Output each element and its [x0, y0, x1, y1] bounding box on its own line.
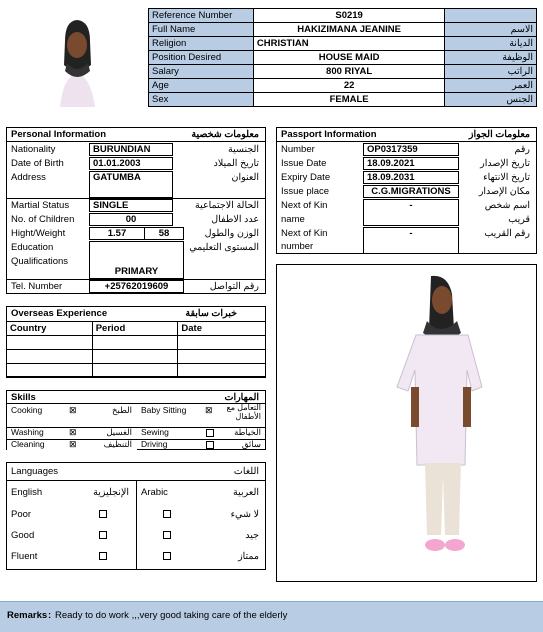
overseas-title-ar: خبرات سابقة	[185, 308, 237, 319]
dob-label: Date of Birth	[11, 158, 64, 169]
remarks-label: Remarks	[7, 610, 48, 621]
level-poor-label: Poor	[11, 509, 32, 520]
religion: CHRISTIAN	[253, 37, 444, 51]
remarks-bar: Remarks : Ready to do work ,,,very good taking care of the elderly	[0, 601, 543, 632]
marital-value: SINGLE	[89, 199, 173, 212]
level-good-label-ar: جيد	[245, 530, 259, 541]
kin-number-label: Next of Kin	[281, 228, 328, 239]
candidate-summary-table	[148, 8, 537, 107]
country-header: Country	[7, 322, 93, 336]
english-good-checkbox[interactable]	[99, 531, 107, 539]
overseas-table	[6, 321, 266, 378]
passport-number-label-ar: رقم	[514, 144, 530, 155]
arabic-good-checkbox[interactable]	[163, 531, 171, 539]
children-value: 00	[89, 213, 173, 226]
qualifications-label: Qualifications	[11, 256, 69, 267]
summary-row-reference	[149, 9, 537, 23]
summary-row-position	[149, 51, 537, 65]
marital-label: Martial Status	[11, 200, 70, 211]
arabic-fluent-checkbox[interactable]	[163, 552, 171, 560]
nationality-label: Nationality	[11, 144, 56, 155]
kin-name-label-ar: اسم شخص	[484, 200, 530, 211]
kin-number-label-ar: رقم القريب	[484, 228, 530, 239]
tel-label: Tel. Number	[11, 281, 63, 292]
issue-place-value: C.G.MIGRATIONS	[363, 185, 459, 198]
education-label-ar: المستوى التعليمي	[189, 242, 259, 253]
kin-name-value: -	[363, 199, 459, 226]
languages-title-ar: اللغات	[233, 466, 259, 477]
summary-label-ar	[445, 9, 537, 23]
skill-washing-label-ar: الغسيل	[106, 427, 132, 437]
skills-title: Skills	[11, 392, 36, 403]
skills-section	[6, 390, 266, 450]
dob-label-ar: تاريخ الميلاد	[213, 158, 259, 169]
full-name: HAKIZIMANA JEANINE	[253, 23, 444, 37]
skill-sewing-label-ar: الخياطة	[234, 427, 261, 437]
table-row	[7, 364, 266, 378]
summary-label-ar: الديانة	[445, 37, 537, 51]
skill-driving-label-ar: سائق	[241, 439, 261, 449]
children-label-ar: عدد الاطفال	[211, 214, 259, 225]
issue-date-value: 18.09.2021	[363, 157, 459, 170]
nationality-label-ar: الجنسية	[228, 144, 259, 155]
issue-date-label: Issue Date	[281, 158, 327, 169]
kin-number-value: -	[363, 227, 459, 254]
skill-cooking-checkbox[interactable]: ⊠	[69, 405, 77, 415]
overseas-title: Overseas Experience	[11, 308, 108, 319]
summary-label-ar: الوظيفة	[445, 51, 537, 65]
kin-name-label: Next of Kin	[281, 200, 328, 211]
summary-label: Position Desired	[149, 51, 254, 65]
arabic-poor-checkbox[interactable]	[163, 510, 171, 518]
language-english-label-ar: الإنجليزية	[93, 487, 129, 498]
passport-info-section	[276, 127, 537, 254]
weight-value: 58	[144, 227, 184, 240]
skill-babysitting-checkbox[interactable]: ⊠	[205, 405, 213, 415]
skill-sewing-checkbox[interactable]	[206, 429, 214, 437]
expiry-date-label: Expiry Date	[281, 172, 331, 183]
summary-label: Religion	[149, 37, 254, 51]
summary-row-religion	[149, 37, 537, 51]
address-label-ar: العنوان	[231, 172, 259, 183]
summary-row-age	[149, 79, 537, 93]
summary-row-name	[149, 23, 537, 37]
kin-number-label-2: number	[281, 241, 314, 252]
marital-label-ar: الحالة الاجتماعية	[195, 200, 259, 211]
personal-info-title-ar: معلومات شخصية	[191, 129, 259, 140]
passport-number-label: Number	[281, 144, 315, 155]
personal-info-title: Personal Information	[11, 129, 107, 140]
skill-driving-label: Driving	[141, 439, 168, 449]
summary-label: Full Name	[149, 23, 254, 37]
skill-cleaning-label-ar: التنظيف	[103, 439, 132, 449]
overseas-experience-section	[6, 306, 266, 377]
address-value: GATUMBA	[89, 171, 173, 198]
education-label: Education	[11, 242, 54, 253]
language-arabic-label: Arabic	[141, 487, 168, 498]
passport-info-header	[277, 128, 536, 142]
language-english-label: English	[11, 487, 43, 498]
skill-babysitting-label: Baby Sitting	[141, 405, 187, 415]
summary-label-ar: الاسم	[445, 23, 537, 37]
summary-label-ar: العمر	[445, 79, 537, 93]
languages-title: Languages	[11, 466, 59, 477]
dob-value: 01.01.2003	[89, 157, 173, 170]
skill-washing-checkbox[interactable]: ⊠	[69, 427, 77, 437]
height-value: 1.57	[89, 227, 145, 240]
kin-name-label-ar-2: قريب	[508, 214, 530, 225]
language-arabic-label-ar: العربية	[233, 487, 259, 498]
english-poor-checkbox[interactable]	[99, 510, 107, 518]
skills-title-ar: المهارات	[224, 392, 259, 403]
level-fluent-label: Fluent	[11, 551, 38, 562]
skill-babysitting-label-ar: التعامل مع الأطفال	[226, 403, 261, 421]
skill-washing-label: Washing	[11, 427, 44, 437]
passport-info-title-ar: معلومات الجواز	[468, 129, 530, 140]
reference-number: S0219	[253, 9, 444, 23]
age: 22	[253, 79, 444, 93]
remarks-text: Ready to do work ,,,very good taking care of the elderly	[55, 610, 288, 621]
kin-name-label-2: name	[281, 214, 305, 225]
salary: 800 RIYAL	[253, 65, 444, 79]
table-row	[7, 350, 266, 364]
expiry-date-label-ar: تاريخ الانتهاء	[483, 172, 530, 183]
height-weight-label: Hight/Weight	[11, 228, 66, 239]
skill-driving-checkbox[interactable]	[206, 441, 214, 449]
skill-cooking-label-ar: الطبخ	[112, 405, 132, 415]
level-poor-label-ar: لا شيء	[230, 509, 259, 520]
passport-number-value: OP0317359	[363, 143, 459, 156]
personal-info-header	[7, 128, 265, 142]
summary-label-ar: الراتب	[445, 65, 537, 79]
summary-row-salary	[149, 65, 537, 79]
level-good-label: Good	[11, 530, 35, 541]
nationality-value: BURUNDIAN	[89, 143, 173, 156]
date-header: Date	[178, 322, 266, 336]
sex: FEMALE	[253, 93, 444, 107]
summary-label: Reference Number	[149, 9, 254, 23]
personal-info-section	[6, 127, 266, 294]
portrait-photo	[5, 7, 147, 107]
issue-date-label-ar: تاريخ الإصدار	[480, 158, 530, 169]
level-fluent-label-ar: ممتاز	[238, 551, 259, 562]
summary-row-sex	[149, 93, 537, 107]
children-label: No. of Children	[11, 214, 75, 225]
skill-cooking-label: Cooking	[11, 405, 43, 415]
issue-place-label-ar: مكان الإصدار	[478, 186, 530, 197]
expiry-date-value: 18.09.2031	[363, 171, 459, 184]
english-fluent-checkbox[interactable]	[99, 552, 107, 560]
passport-info-title: Passport Information	[281, 129, 377, 140]
summary-label-ar: الجنس	[445, 93, 537, 107]
summary-label: Sex	[149, 93, 254, 107]
tel-value: +25762019609	[89, 280, 184, 293]
issue-place-label: Issue place	[281, 186, 330, 197]
education-value: PRIMARY	[89, 241, 184, 279]
height-weight-label-ar: الوزن والطول	[204, 228, 259, 239]
address-label: Address	[11, 172, 46, 183]
summary-label: Salary	[149, 65, 254, 79]
position-desired: HOUSE MAID	[253, 51, 444, 65]
skill-cleaning-label: Cleaning	[11, 439, 45, 449]
full-body-photo	[276, 264, 537, 582]
overseas-header-row	[7, 322, 266, 336]
table-row	[7, 336, 266, 350]
skill-sewing-label: Sewing	[141, 427, 169, 437]
summary-label: Age	[149, 79, 254, 93]
period-header: Period	[92, 322, 178, 336]
skill-cleaning-checkbox[interactable]: ⊠	[69, 439, 77, 449]
languages-section	[6, 462, 266, 570]
tel-label-ar: رقم التواصل	[209, 281, 259, 292]
